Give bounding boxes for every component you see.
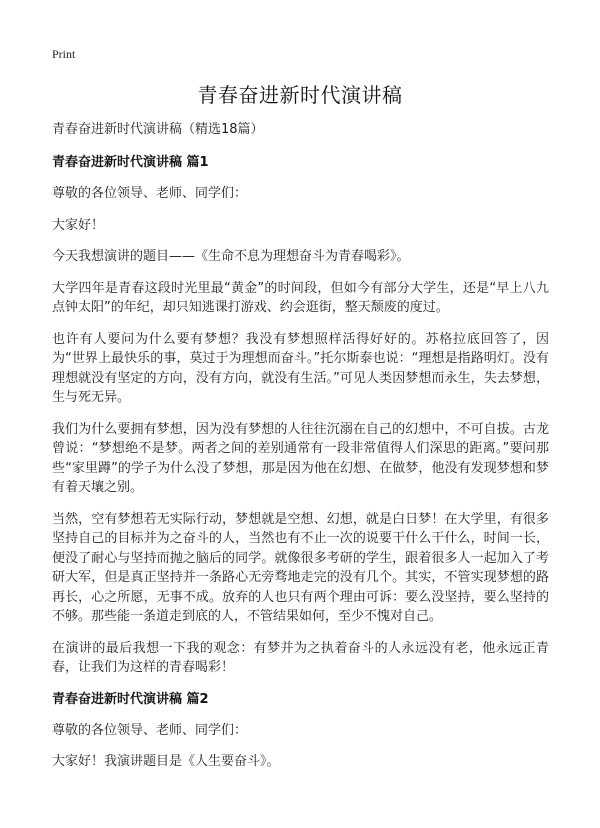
document-title: 青春奋进新时代演讲稿: [197, 83, 403, 107]
section-2-paragraph: 尊敬的各位领导、老师、同学们：: [52, 722, 248, 738]
section-1-paragraph: 在演讲的最后我想一下我的观念：有梦并为之执着奋斗的人永远没有老，他永远正青春，让我们为这样的青春喝彩！: [52, 640, 549, 675]
document-subtitle: 青春奋进新时代演讲稿（精选18篇）: [52, 122, 264, 137]
section-1-paragraph: 尊敬的各位领导、老师、同学们：: [52, 186, 248, 201]
section-1-paragraph: 大家好！: [52, 217, 105, 233]
section-2-paragraph: 大家好！我演讲题目是《人生要奋斗》。: [52, 754, 280, 769]
section-1-paragraph: 也许有人要问为什么要有梦想？我没有梦想照样活得好好的。苏格拉底回答了，因为“世界上最快乐的事，莫过于为理想而奋斗。”托尔斯泰也说：“理想是指路明灯。没有理想就没有坚定的方向，没有方向，就没有生活。”可见人类因梦想而永生，失去梦想，生与死无异。: [52, 331, 549, 405]
section-heading-2: 青春奋进新时代演讲稿 篇2: [52, 691, 209, 707]
section-1-paragraph: 今天我想演讲的题目——《生命不息为理想奋斗为青春喝彩》。: [52, 249, 410, 264]
section-heading-1: 青春奋进新时代演讲稿 篇1: [52, 155, 209, 170]
document-body: [52, 120, 549, 784]
section-1-paragraph: 当然，空有梦想若无实际行动，梦想就是空想、幻想，就是白日梦！在大学里，有很多坚持自己的目标并为之奋斗的人，当然也有不止一次的说要干什么干什么，时间一长，便没了耐心与坚持而抛之脑后的同学。就像很多考研的学生，跟着很多人一起加入了考研大军，但是真正坚持并一条路心无旁骛地走完的没有几个。其实，不管实现梦想的路再长，心之所愿，无事不成。放弃的人也只有两个理由可诉：要么没坚持，要么坚持的不够。那些能一条道走到底的人，不管结果如何，至少不愧对自己。: [52, 511, 549, 624]
section-1-paragraph: 大学四年是青春这段时光里最“黄金”的时间段，但如今有部分大学生，还是“早上八九点钟太阳”的年纪，却只知逃课打游戏、约会逛街，整天颓废的度过。: [52, 280, 549, 315]
section-1-paragraph: 我们为什么要拥有梦想，因为没有梦想的人往往沉溺在自己的幻想中，不可自拔。古龙曾说：“梦想绝不是梦。两者之间的差别通常有一段非常值得人们深思的距离。”要问那些“家里蹲”的学子为什么没了梦想，那是因为他在幻想、在做梦，他没有发现梦想和梦有着天壤之别。: [52, 421, 549, 495]
print-link[interactable]: Print: [52, 47, 76, 61]
